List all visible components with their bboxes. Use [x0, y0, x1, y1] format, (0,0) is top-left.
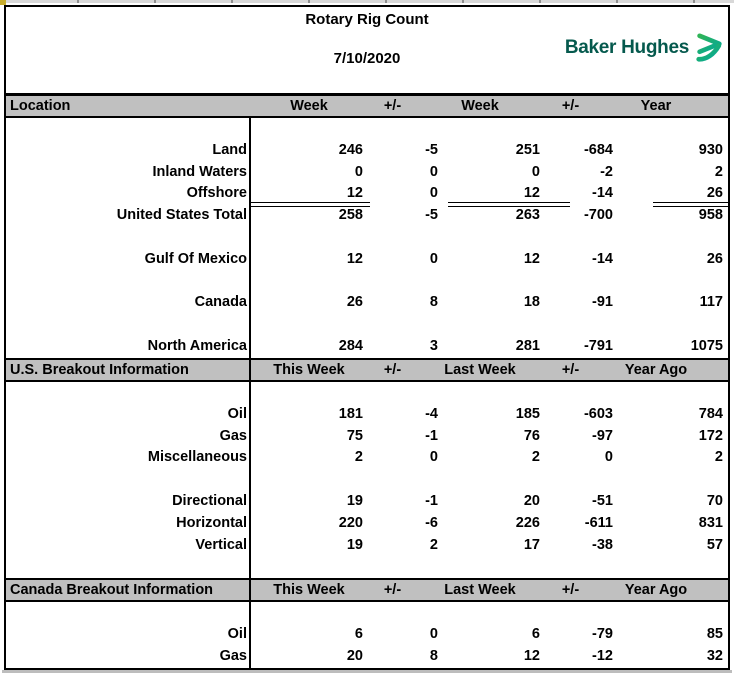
- column-header-week-2: Week: [461, 98, 499, 114]
- cell-year-ago: 57: [706, 536, 723, 553]
- row-label: Vertical: [195, 536, 247, 553]
- column-header-year-ago: Year Ago: [624, 582, 688, 598]
- column-header-last-week: Last Week: [444, 582, 516, 598]
- table-row: [6, 426, 728, 448]
- column-header-year: Year: [640, 98, 672, 114]
- cell-change-1: [368, 556, 443, 578]
- cell-week-2: 0: [531, 163, 540, 180]
- corner-marker: [0, 0, 6, 5]
- cell-week: [250, 227, 368, 249]
- column-header-last-week: Last Week: [444, 362, 516, 378]
- cell-year: 26: [706, 250, 723, 267]
- column-header-change-2: +/-: [561, 362, 580, 378]
- section-header-location: [6, 93, 728, 118]
- table-row: [6, 447, 728, 469]
- section-header-canada-breakout: [6, 578, 728, 602]
- cell-change-2: -79: [592, 625, 613, 642]
- cell-change-2: [545, 469, 618, 491]
- row-label: Gas: [219, 647, 247, 664]
- column-header-change-1: +/-: [383, 362, 402, 378]
- cell-week: 246: [338, 141, 363, 158]
- cell-this-week: 19: [346, 492, 363, 509]
- cell-this-week: 220: [338, 514, 363, 531]
- cell-week: 12: [250, 183, 368, 205]
- cell-this-week: [250, 602, 368, 624]
- cell-change-2: -12: [592, 647, 613, 664]
- table-row: [6, 469, 728, 491]
- row-label: [6, 118, 250, 140]
- cell-year: [618, 118, 728, 140]
- cell-year: [618, 227, 728, 249]
- cell-last-week: 2: [531, 449, 540, 466]
- cell-change-1: -5: [425, 141, 438, 158]
- cell-last-week: [443, 382, 545, 404]
- cell-year: 117: [699, 294, 723, 311]
- cell-week-2: 12: [443, 183, 545, 205]
- row-label: Gulf Of Mexico: [144, 250, 247, 267]
- row-label: Canada: [194, 294, 247, 311]
- cell-week: [250, 271, 368, 293]
- table-row: [6, 646, 728, 668]
- table-row: [6, 602, 728, 624]
- cell-week-2: 18: [523, 294, 540, 311]
- table-row: [6, 183, 728, 205]
- row-label: Inland Waters: [152, 163, 247, 180]
- cell-year-ago: 172: [698, 427, 723, 444]
- table-row: [6, 382, 728, 404]
- section-location-rows: [6, 118, 728, 358]
- section-us-breakout-rows: [6, 382, 728, 578]
- cell-change-1: [368, 314, 443, 336]
- cell-change-1: -1: [425, 427, 438, 444]
- row-label: [6, 469, 250, 491]
- cell-this-week: 75: [346, 427, 363, 444]
- cell-change-2: -91: [592, 294, 613, 311]
- cell-year: 958: [698, 207, 723, 224]
- row-label: [6, 382, 250, 404]
- column-header-this-week: This Week: [273, 582, 345, 598]
- column-header-canada-breakout: Canada Breakout Information: [10, 582, 214, 598]
- column-header-week: Week: [290, 98, 328, 114]
- row-label: Offshore: [186, 185, 247, 202]
- cell-change-2: -611: [584, 514, 613, 531]
- cell-change-1: 0: [429, 185, 438, 202]
- table-row: [6, 271, 728, 293]
- column-header-change-1: +/-: [383, 98, 402, 114]
- table-row: [6, 556, 728, 578]
- cell-last-week: 185: [515, 405, 540, 422]
- table-row: [6, 205, 728, 227]
- cell-change-1: -6: [425, 514, 438, 531]
- cell-this-week: 2: [354, 449, 363, 466]
- cell-change-2: -14: [592, 185, 613, 202]
- cell-week-2: [443, 227, 545, 249]
- cell-change-2: -684: [583, 141, 613, 158]
- baker-hughes-logo: [565, 33, 724, 63]
- cell-this-week: 20: [346, 647, 363, 664]
- table-row: [6, 336, 728, 358]
- cell-last-week: [443, 602, 545, 624]
- row-label: Directional: [172, 492, 247, 509]
- table-row: [6, 314, 728, 336]
- table-row: [6, 162, 728, 184]
- cell-this-week: [250, 382, 368, 404]
- cell-year-ago: 70: [706, 492, 723, 509]
- cell-year-ago: [618, 469, 728, 491]
- cell-change-2: -51: [592, 492, 613, 509]
- cell-change-1: 0: [429, 625, 438, 642]
- cell-year: 930: [698, 141, 723, 158]
- row-label: Oil: [227, 405, 247, 422]
- cell-change-2: -14: [592, 250, 613, 267]
- cell-change-2: -38: [592, 536, 613, 553]
- cell-year-ago: [618, 382, 728, 404]
- cell-week-2: 281: [515, 337, 540, 354]
- cell-this-week: 19: [346, 536, 363, 553]
- cell-this-week: 181: [338, 405, 363, 422]
- table-row: [6, 140, 728, 162]
- column-header-change-2: +/-: [561, 582, 580, 598]
- cell-week: [250, 118, 368, 140]
- cell-week: 12: [346, 250, 363, 267]
- row-label: North America: [147, 337, 247, 354]
- column-header-us-breakout: U.S. Breakout Information: [10, 362, 189, 378]
- cell-change-2: -700: [583, 207, 613, 224]
- cell-change-1: 8: [429, 294, 438, 311]
- row-label: Miscellaneous: [147, 449, 247, 466]
- row-label: Oil: [227, 625, 247, 642]
- cell-week: 26: [346, 294, 363, 311]
- cell-change-2: [545, 602, 618, 624]
- column-header-location: Location: [10, 98, 71, 114]
- cell-change-2: -2: [600, 163, 613, 180]
- cell-change-2: -791: [583, 337, 613, 354]
- cell-change-1: 0: [429, 163, 438, 180]
- cell-last-week: 17: [523, 536, 540, 553]
- baker-hughes-wordmark: Baker Hughes: [564, 37, 689, 58]
- row-label: [6, 227, 250, 249]
- cell-change-2: [545, 227, 618, 249]
- row-label: [6, 314, 250, 336]
- cell-this-week: [250, 469, 368, 491]
- cell-year: 26: [618, 183, 728, 205]
- cell-last-week: 76: [523, 427, 540, 444]
- cell-change-2: [545, 271, 618, 293]
- table-row: [6, 624, 728, 646]
- cell-week: 258: [338, 207, 363, 224]
- cell-week-2: [443, 118, 545, 140]
- cell-change-2: 0: [604, 449, 613, 466]
- row-label: United States Total: [116, 207, 247, 224]
- cell-change-1: 2: [429, 536, 438, 553]
- row-label: Gas: [219, 427, 247, 444]
- cell-week: 0: [354, 163, 363, 180]
- section-canada-breakout-rows: [6, 602, 728, 667]
- cell-change-2: -97: [592, 427, 613, 444]
- cell-this-week: 6: [354, 625, 363, 642]
- cell-change-2: [545, 118, 618, 140]
- cell-change-1: [368, 382, 443, 404]
- cell-year-ago: 784: [698, 405, 723, 422]
- label-column-divider: [249, 116, 251, 668]
- cell-week-2: [443, 314, 545, 336]
- cell-year-ago: [618, 602, 728, 624]
- spreadsheet-edge: [0, 0, 734, 3]
- cell-this-week: [250, 556, 368, 578]
- cell-change-1: [368, 118, 443, 140]
- table-row: [6, 292, 728, 314]
- cell-week-2: [443, 271, 545, 293]
- cell-change-1: -4: [425, 405, 438, 422]
- cell-year: [618, 314, 728, 336]
- table-row: [6, 118, 728, 140]
- column-header-change-1: +/-: [383, 582, 402, 598]
- cell-week-2: 251: [515, 141, 540, 158]
- cell-change-1: -1: [425, 492, 438, 509]
- row-label: [6, 556, 250, 578]
- column-header-change-2: +/-: [561, 98, 580, 114]
- cell-change-1: [368, 271, 443, 293]
- column-header-this-week: This Week: [273, 362, 345, 378]
- cell-change-2: [545, 556, 618, 578]
- cell-change-2: [545, 382, 618, 404]
- report-title: Rotary Rig Count: [305, 11, 429, 28]
- cell-last-week: 20: [523, 492, 540, 509]
- cell-last-week: 12: [523, 647, 540, 664]
- section-header-us-breakout: [6, 358, 728, 382]
- cell-change-2: [545, 314, 618, 336]
- cell-change-1: [368, 227, 443, 249]
- cell-change-1: 0: [429, 449, 438, 466]
- cell-year-ago: 85: [706, 625, 723, 642]
- cell-change-1: 0: [429, 250, 438, 267]
- cell-year-ago: 32: [706, 647, 723, 664]
- row-label: [6, 271, 250, 293]
- column-header-year-ago: Year Ago: [624, 362, 688, 378]
- row-label: Land: [212, 141, 247, 158]
- table-row: [6, 404, 728, 426]
- cell-last-week: [443, 469, 545, 491]
- cell-last-week: 226: [515, 514, 540, 531]
- row-label: [6, 602, 250, 624]
- cell-week: 284: [338, 337, 363, 354]
- cell-change-1: 3: [429, 337, 438, 354]
- cell-change-1: [368, 602, 443, 624]
- cell-change-1: 8: [429, 647, 438, 664]
- cell-week-2: 263: [515, 207, 540, 224]
- row-label: Horizontal: [176, 514, 247, 531]
- cell-year: 1075: [690, 337, 723, 354]
- cell-last-week: [443, 556, 545, 578]
- cell-year-ago: 2: [714, 449, 723, 466]
- report-date: 7/10/2020: [333, 50, 401, 67]
- cell-change-1: -5: [425, 207, 438, 224]
- cell-year: [618, 271, 728, 293]
- cell-week: [250, 314, 368, 336]
- cell-week-2: 12: [523, 250, 540, 267]
- table-row: [6, 227, 728, 249]
- cell-year: 2: [714, 163, 723, 180]
- table-row: [6, 535, 728, 557]
- cell-change-1: [368, 469, 443, 491]
- table-row: [6, 513, 728, 535]
- table-row: [6, 491, 728, 513]
- cell-year-ago: 831: [698, 514, 723, 531]
- cell-year-ago: [618, 556, 728, 578]
- cell-last-week: 6: [531, 625, 540, 642]
- table-row: [6, 249, 728, 271]
- baker-hughes-chevron-icon: [694, 33, 724, 63]
- cell-change-2: -603: [583, 405, 613, 422]
